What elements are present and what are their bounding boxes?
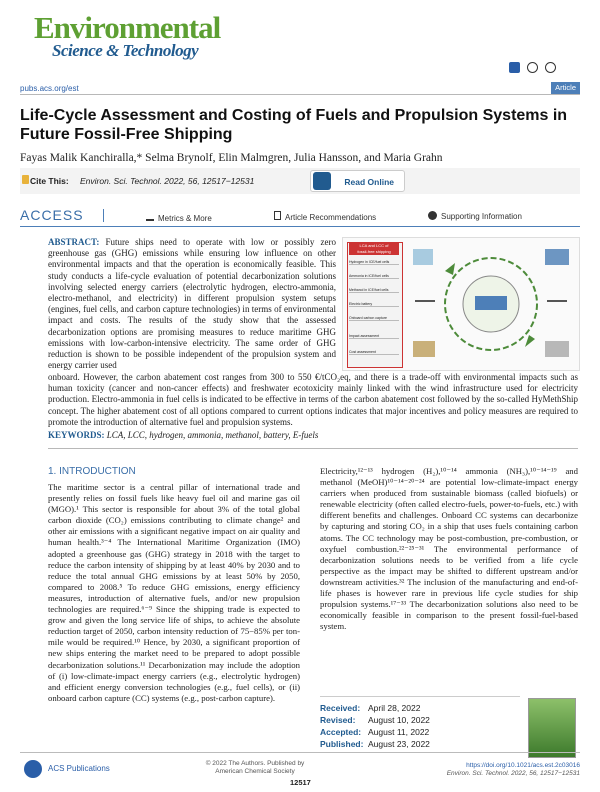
article-type-badge: Article — [551, 82, 580, 94]
journal-url-link[interactable]: pubs.acs.org/est — [20, 84, 79, 93]
intro-right-column: Electricity,¹²⁻¹³ hydrogen (H₂),¹⁰⁻¹⁴ ammonia (NH₃),¹⁰⁻¹⁴⁻¹⁹ and methanol (MeOH)¹⁰⁻¹⁴⁻²⁰⁻²⁴ are potential low-climate-impact energy carriers when produced from sustainable biomass (called biofuels) or renewable electricity (often called electro-fuels, power-to-fuels, etc.) with different benefits and challenges. Onboard CC systems can decarbonize by capturing and storing CO₂ in a ship that uses fuels containing carbon atoms. The CC technology may be post-combustion, pre-combustion, or oxyfuel combustion.²²⁻²⁵⁻³¹ The environmental performance of decarbonization solutions needs to be verified from a life cycle perspective as the impact may be shifted to different upstream and/or downstream activities.³² The inclusion of the manufacturing and end-of-life phases is however rare in previous life cycle studies for ship propulsion systems.¹⁷⁻³³ The decarbonization solutions also need to be economically feasible in comparison to the present fossil-fuel-based system. — [320, 466, 578, 632]
metrics-label: Metrics & More — [158, 214, 212, 223]
acs-logo-icon — [24, 760, 42, 778]
abstract-text — [48, 237, 336, 371]
toc-box-6: Impact assessment — [349, 334, 399, 339]
attribution-icon — [545, 62, 556, 73]
journal-cover-thumbnail — [528, 698, 576, 758]
acs-authorchoice-icon — [509, 62, 520, 73]
supporting-information-link[interactable] — [428, 211, 522, 221]
publication-dates — [320, 702, 430, 750]
acs-publications-logo-text: ACS Publications — [48, 764, 110, 773]
toc-title-line1: LCA and LCC of — [359, 243, 389, 248]
read-online-icon — [313, 172, 331, 190]
abstract-divider — [48, 448, 578, 449]
open-access-icons — [509, 60, 556, 78]
intro-left-column: The maritime sector is a central pillar of international trade and presently relies on fossil fuels like heavy fuel oil and marine gas oil (MGO).¹ This sector is responsible for about 3% of the total global carbon dioxide (CO₂) emissions contributing to climate change² and other air emissions with a significant negative impact on air quality and human health.³⁻⁴ The International Maritime Organization (IMO) adopted a greenhouse gas (GHG) strategy in 2018 with the target to reduce the carbon intensity of shipping by at least 40% by 2030 and to reduce the total annual GHG emissions by at least 50% by 2050, compared to 2008.⁵ To reduce GHG emissions, energy efficiency measures, introduction of alternative fuels, and/or new propulsion technologies are required.⁶⁻⁹ Since the shipping trade is expected to grow and given the long service life of ships, to achieve the absolute reduction target of 2050, carbon intensity reduction of 75−85% per ton-mile would be required.¹⁰ Hence, by 2030, a significant proportion of new ships entering the market need to be prepared to adopt possible decarbonization solutions.¹¹ Decarbonization may include the adoption of (i) low-climate-impact energy carriers (e.g., electrolytic hydrogen) and efficient energy conversion technologies (e.g., fuel cells), or (ii) onboard carbon capture (CC) systems (e.g., post-carbon capture). — [48, 482, 300, 703]
toc-box-7: Cost assessment — [349, 350, 399, 355]
published-label: Published: — [320, 739, 364, 749]
access-divider — [20, 226, 580, 227]
access-separator — [103, 209, 104, 222]
section-heading-introduction: 1. INTRODUCTION — [48, 466, 136, 477]
toc-box-3: Methanol in ICE/fuel cells — [349, 288, 399, 293]
page-number: 12517 — [290, 778, 311, 787]
document-icon — [274, 211, 281, 220]
footer-journal-citation: Environ. Sci. Technol. 2022, 56, 12517−12531 — [446, 770, 580, 777]
toc-box-2: Ammonia in ICE/fuel cells — [349, 274, 399, 279]
journal-logo-line2: Science & Technology — [52, 41, 199, 60]
dates-divider — [320, 696, 520, 697]
footer-citation — [420, 762, 580, 778]
toc-box-4: Electric battery — [349, 302, 399, 307]
keywords — [48, 430, 318, 440]
footer-divider — [20, 752, 580, 753]
revised-date: August 10, 2022 — [368, 715, 430, 725]
abstract-part1: Future ships need to operate with low or possibly zero greenhouse gas (GHG) emissions while ensuring low influence on other environmental impacts and that the operation is economically feasible. This study conducts a life-cycle evaluation of potential decarbonization solutions involving selected energy carriers (electrolytic hydrogen, electro-ammonia, electro-methanol, and electricity) in different propulsion system setups (engines, fuel cells, and carbon capture technologies) in terms of environmental impact and costs. The results of the study show that the assessed decarbonization options are promising measures to reduce maritime GHG emissions with low-carbon-intensive electricity. The same order of GHG reduction is shown to be possible independent of the propulsion system and energy carrier used — [48, 237, 336, 371]
keywords-label: KEYWORDS: — [48, 430, 105, 440]
article-recommendations-link[interactable] — [274, 211, 376, 222]
abstract-text-continued: onboard. However, the carbon abatement cost ranges from 300 to 550 €/tCO₂eq, and there is a trade-off with environmental impacts such as human toxicity (cancer and non-cancer effects) and freshwater ecotoxicity mainly linked with the wind infrastructure used for electricity production. Electro-ammonia in fuel cells is indicated to be effective in terms of the carbon abatement cost followed by the so-called HyMethShip concept. The higher abatement cost of all options compared to current options indicates that major incentives and policy measures are required to promote the introduction of alternative fuel and propulsion systems. — [48, 372, 578, 427]
author-list: Fayas Malik Kanchiralla,* Selma Brynolf, Elin Malmgren, Julia Hansson, and Maria Grahn — [20, 152, 443, 164]
revised-label: Revised: — [320, 715, 356, 725]
published-date: August 23, 2022 — [368, 739, 430, 749]
toc-box-5: Onboard carbon capture — [349, 316, 399, 321]
recommendations-label: Article Recommendations — [285, 213, 377, 222]
supporting-info-icon — [428, 211, 437, 220]
article-title: Life-Cycle Assessment and Costing of Fuels and Propulsion Systems in Future Fossil-Free Shipping — [20, 107, 568, 143]
journal-logo-line1: Environmental — [34, 10, 221, 45]
doi-link[interactable]: https://doi.org/10.1021/acs.est.2c03016 — [466, 762, 580, 769]
received-date: April 28, 2022 — [368, 703, 421, 713]
abstract-lead: ABSTRACT: — [48, 237, 100, 247]
metrics-link[interactable] — [146, 211, 212, 223]
cc-icon — [527, 62, 538, 73]
toc-title-line2: fossil-free shipping — [357, 249, 391, 254]
copyright-notice: © 2022 The Authors. Published by American Chemical Society — [205, 760, 305, 775]
toc-box-1: Hydrogen in ICE/fuel cells — [349, 260, 399, 265]
header-divider — [20, 94, 580, 95]
cite-icon — [22, 175, 29, 184]
received-label: Received: — [320, 703, 361, 713]
accepted-date: August 11, 2022 — [368, 727, 430, 737]
cite-label: Cite This: — [30, 176, 69, 186]
keywords-list: LCA, LCC, hydrogen, ammonia, methanol, battery, E-fuels — [104, 430, 319, 440]
access-label: ACCESS — [20, 207, 84, 223]
accepted-label: Accepted: — [320, 727, 362, 737]
toc-graphic — [342, 237, 580, 371]
supporting-label: Supporting Information — [441, 212, 522, 221]
cite-this-link[interactable]: Environ. Sci. Technol. 2022, 56, 12517−12531 — [80, 176, 255, 186]
toc-flow-diagram — [405, 241, 577, 367]
read-online-label: Read Online — [344, 177, 394, 187]
bar-chart-icon — [146, 211, 154, 221]
